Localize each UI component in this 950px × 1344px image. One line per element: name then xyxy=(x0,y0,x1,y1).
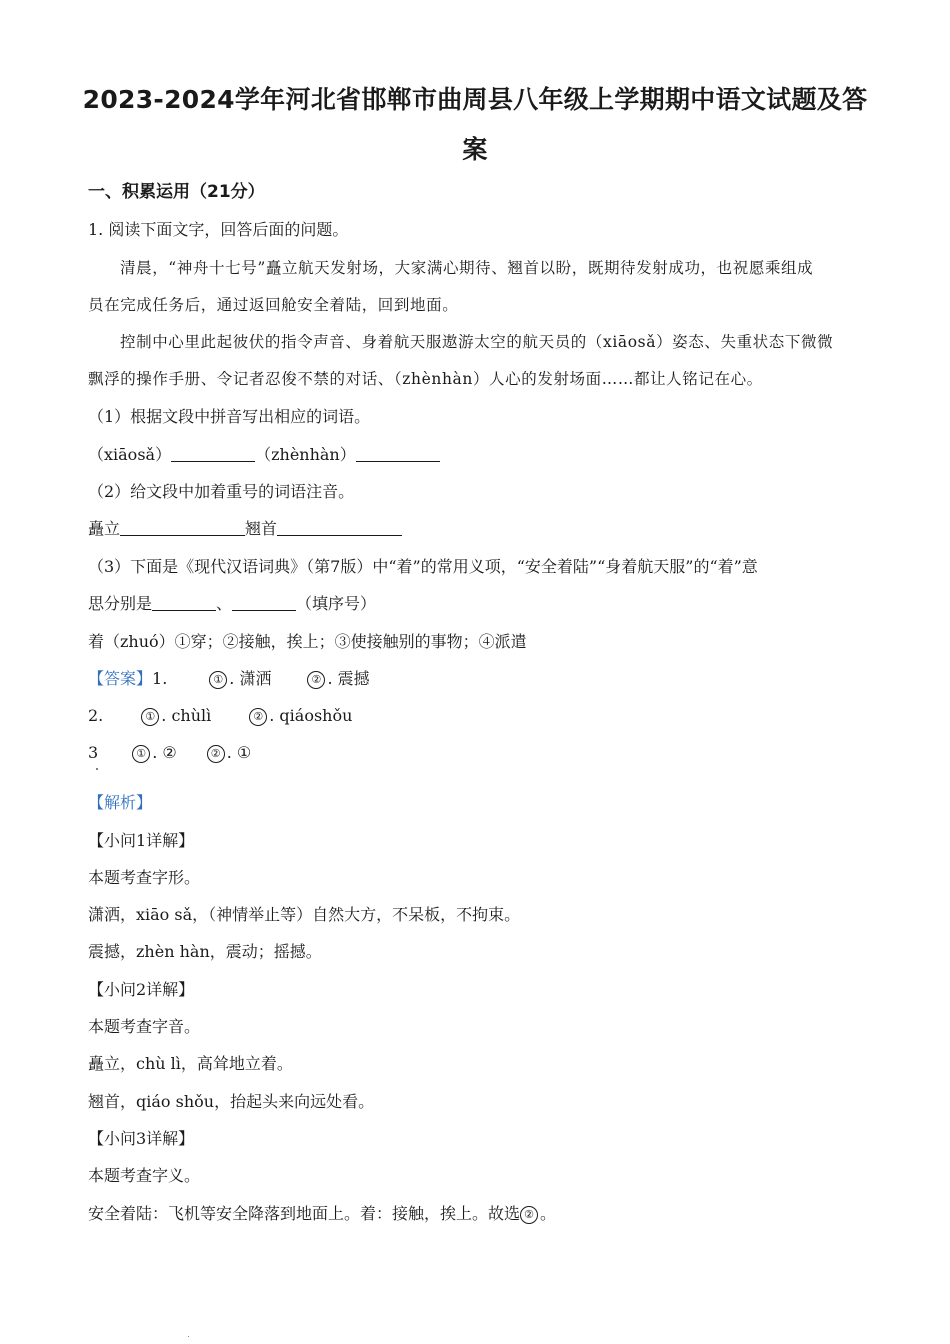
footer-dot xyxy=(188,1336,189,1337)
answer-blank[interactable] xyxy=(171,445,255,462)
sub-question-3-text: 思分别是 xyxy=(88,594,153,613)
answer-row-1 xyxy=(88,667,370,691)
detail-2-line-3: 翘首，qiáo shǒu，抬起头来向远处看。 xyxy=(88,1092,375,1111)
answer-blank[interactable] xyxy=(277,519,402,536)
answer-number: 2. xyxy=(88,706,104,725)
separator: 、 xyxy=(216,594,233,613)
sub-question-2: （2）给文段中加着重号的词语注音。 xyxy=(88,482,355,501)
detail-3-text: 安全着陆：飞机等安全降落到地面上。着：接触，挨上。故选 xyxy=(88,1204,521,1223)
sub-question-3-line-1: （3）下面是《现代汉语词典》（第7版）中“着”的常用义项，“安全着陆”“身着航天服”的“着”意 xyxy=(88,557,758,576)
stray-dot xyxy=(96,768,98,770)
detail-1-line-1: 本题考查字形。 xyxy=(88,868,201,887)
detail-2-heading: 【小问2详解】 xyxy=(88,980,195,999)
circled-number: ② xyxy=(249,708,267,726)
answer-number: 3 xyxy=(88,743,99,762)
circled-number: ① xyxy=(209,671,227,689)
sub-question-3-hint: （填序号） xyxy=(296,594,377,613)
detail-1-line-3: 震撼，zhèn hàn，震动；摇撼。 xyxy=(88,942,322,961)
detail-3-line-2 xyxy=(88,1202,556,1226)
detail-2-line-1: 本题考查字音。 xyxy=(88,1017,201,1036)
dictionary-definition: 着（zhuó）①穿；②接触，挨上；③使接触别的事物；④派遣 xyxy=(88,632,527,651)
answer-value: . 潇洒 xyxy=(229,669,272,688)
doc-title-line-2: 案 xyxy=(462,135,488,164)
circled-number: ② xyxy=(520,1206,538,1224)
answer-blank[interactable] xyxy=(232,594,296,611)
answer-value: . ② xyxy=(152,743,177,762)
answer-value: . qiáoshǒu xyxy=(269,706,353,725)
circled-number: ② xyxy=(207,745,225,763)
detail-3-heading: 【小问3详解】 xyxy=(88,1129,195,1148)
answer-blank[interactable] xyxy=(356,445,440,462)
detail-3-line-1: 本题考查字义。 xyxy=(88,1166,201,1185)
passage-paragraph-2-line-1: 控制中心里此起彼伏的指令声音、身着航天服遨游太空的航天员的（xiāosǎ）姿态、失重状态下微微 xyxy=(120,333,834,351)
detail-1-heading: 【小问1详解】 xyxy=(88,831,195,850)
circled-number: ① xyxy=(141,708,159,726)
punctuation: 。 xyxy=(540,1204,557,1223)
word-label-qiaoshou: 翘首 xyxy=(245,519,278,538)
answer-value: . chùlì xyxy=(161,706,212,725)
detail-2-line-2: 矗立，chù lì，高耸地立着。 xyxy=(88,1054,293,1073)
passage-paragraph-1-line-1: 清晨，“神舟十七号”矗立航天发射场，大家满心期待、翘首以盼，既期待发射成功，也祝愿乘组成 xyxy=(120,259,814,277)
word-label-chuli: 矗立 xyxy=(88,519,121,538)
sub-question-1: （1）根据文段中拼音写出相应的词语。 xyxy=(88,407,371,426)
answer-value: . ① xyxy=(226,743,252,762)
answer-blank[interactable] xyxy=(120,519,245,536)
passage-paragraph-1-line-2: 员在完成任务后，通过返回舱安全着陆，回到地面。 xyxy=(88,296,459,314)
analysis-tag: 【解析】 xyxy=(88,793,153,812)
pinyin-label-zhenhan: （zhènhàn） xyxy=(255,445,356,464)
detail-1-line-2: 潇洒，xiāo sǎ，（神情举止等）自然大方，不呆板，不拘束。 xyxy=(88,905,521,924)
pinyin-label-xiaosa: （xiāosǎ） xyxy=(88,445,172,464)
answer-row-3 xyxy=(88,741,251,765)
answer-blank[interactable] xyxy=(152,594,216,611)
answer-number: 1. xyxy=(152,669,168,688)
sub-question-2-blanks xyxy=(88,517,402,541)
answer-row-2 xyxy=(88,704,352,728)
sub-question-1-blanks xyxy=(88,443,440,467)
passage-paragraph-2-line-2: 飘浮的操作手册、令记者忍俊不禁的对话、（zhènhàn）人心的发射场面……都让人铭记在心。 xyxy=(88,370,763,388)
answer-value: . 震撼 xyxy=(327,669,370,688)
question-stem: 1. 阅读下面文字，回答后面的问题。 xyxy=(88,220,349,239)
sub-question-3-line-2 xyxy=(88,592,376,616)
doc-title-line-1: 2023-2024学年河北省邯郸市曲周县八年级上学期期中语文试题及答 xyxy=(82,85,868,114)
answer-tag: 【答案】 xyxy=(88,669,153,688)
circled-number: ① xyxy=(132,745,150,763)
circled-number: ② xyxy=(307,671,325,689)
section-heading: 一、积累运用（21分） xyxy=(88,182,265,202)
